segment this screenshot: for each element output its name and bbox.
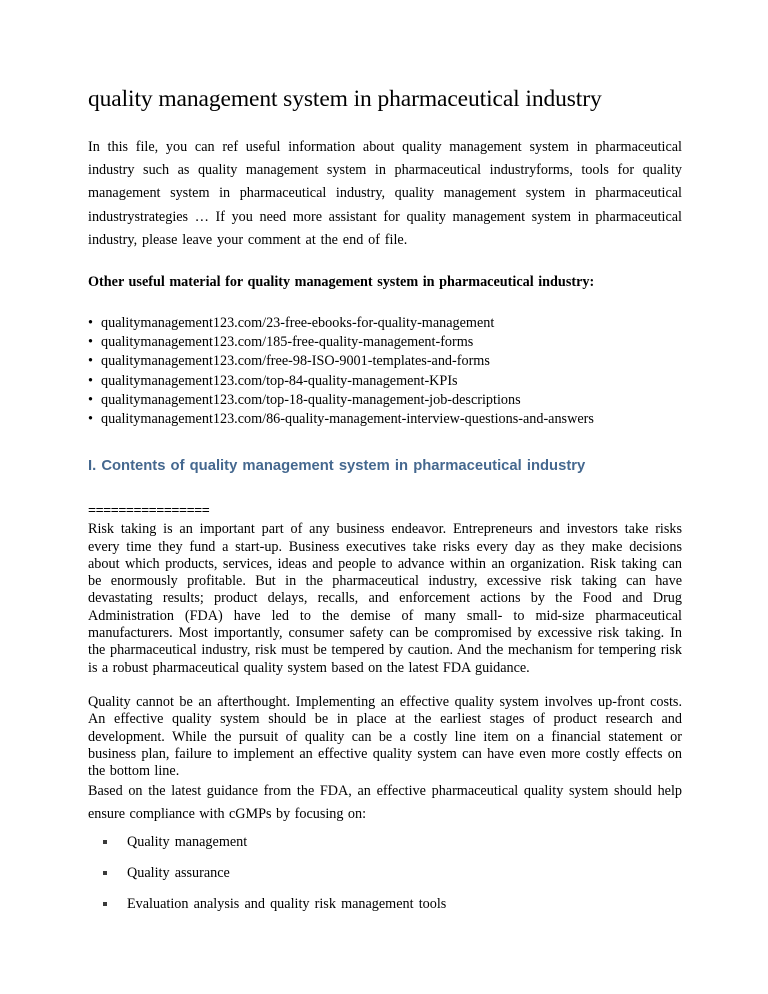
list-item: Quality assurance [103, 864, 682, 882]
list-item[interactable]: • qualitymanagement123.com/top-84-quality-management-KPIs [88, 372, 682, 391]
list-item: Quality management [103, 833, 682, 851]
list-item[interactable]: • qualitymanagement123.com/185-free-quality-management-forms [88, 333, 682, 352]
list-item[interactable]: • qualitymanagement123.com/86-quality-management-interview-questions-and-answers [88, 410, 682, 429]
list-item[interactable]: • qualitymanagement123.com/free-98-ISO-9001-templates-and-forms [88, 352, 682, 371]
material-links-list [88, 314, 682, 429]
focus-items-list [88, 833, 682, 913]
page-title: quality management system in pharmaceutical industry [88, 86, 602, 112]
materials-heading: Other useful material for quality management system in pharmaceutical industry: [88, 274, 595, 291]
divider: ================ [88, 503, 210, 520]
body-paragraph-quality-afterthought: Quality cannot be an afterthought. Implementing an effective quality system involves up-front costs. An effective quality system should be in place at the earliest stages of product research and development. While the pursuit of quality can be a costly line item on a financial statement or business plan, failure to implement an effective quality system can have even more costly effects on the bottom line. [88, 693, 682, 780]
list-item[interactable]: • qualitymanagement123.com/top-18-quality-management-job-descriptions [88, 391, 682, 410]
list-item[interactable]: • qualitymanagement123.com/23-free-ebooks-for-quality-management [88, 314, 682, 333]
body-paragraph-risk-taking: Risk taking is an important part of any business endeavor. Entrepreneurs and investors take risks every time they fund a start-up. Business executives take risks every day as they make decisions about which products, services, ideas and people to advance within an organization. Risk taking can be enormously profitable. But in the pharmaceutical industry, excessive risk taking can have devastating results; product delays, recalls, and enforcement actions by the Food and Drug Administration (FDA) have led to the demise of many small- to mid-size pharmaceutical manufacturers. Most importantly, consumer safety can be compromised by excessive risk taking. In the pharmaceutical industry, risk must be tempered by caution. And the mechanism for tempering risk is a robust pharmaceutical quality system based on the latest FDA guidance. [88, 521, 682, 676]
body-paragraph-fda-guidance: Based on the latest guidance from the FDA, an effective pharmaceutical quality system should help ensure compliance with cGMPs by focusing on: [88, 783, 682, 822]
intro-paragraph: In this file, you can ref useful information about quality management system in pharmaceutical industry such as quality management system in pharmaceutical industryforms, tools for quality management system in pharmaceutical industry, quality management system in pharmaceutical industrystrategies … If you need more assistant for quality management system in pharmaceutical industry, please leave your comment at the end of file. [88, 139, 682, 248]
document-content [88, 84, 682, 926]
list-item: Evaluation analysis and quality risk management tools [103, 895, 682, 913]
section-heading-contents: I. Contents of quality management system in pharmaceutical industry [88, 458, 586, 475]
